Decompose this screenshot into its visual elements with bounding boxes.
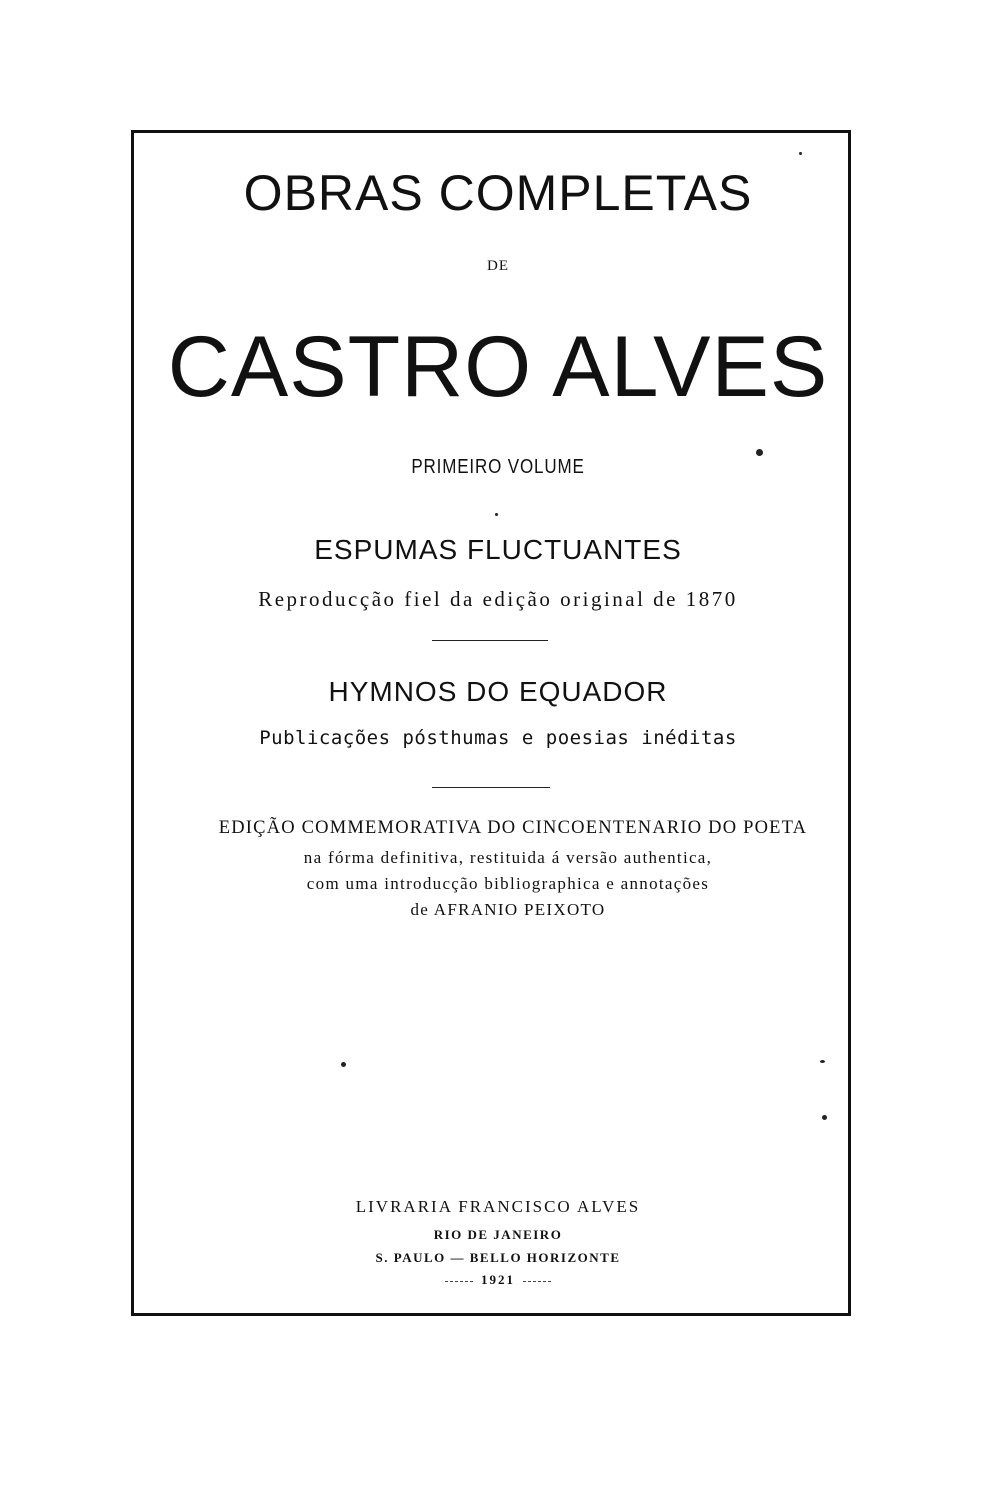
scan-speck bbox=[341, 1062, 346, 1067]
edition-statement: EDIÇÃO COMMEMORATIVA DO CINCOENTENARIO DO POETA bbox=[218, 818, 808, 838]
imprint-year-line bbox=[0, 1272, 996, 1288]
divider bbox=[432, 640, 548, 641]
publication-year: 1921 bbox=[481, 1272, 515, 1287]
page-border bbox=[131, 130, 851, 1316]
scan-speck bbox=[820, 1060, 825, 1063]
series-title: OBRAS COMPLETAS bbox=[243, 165, 753, 221]
author-name: CASTRO ALVES bbox=[167, 319, 829, 415]
edition-note: na fórma definitiva, restituida á versão authentica, bbox=[303, 848, 713, 867]
edition-editor: de AFRANIO PEIXOTO bbox=[410, 900, 606, 919]
scan-speck bbox=[756, 449, 763, 456]
year-dash bbox=[445, 1281, 473, 1282]
preposition: DE bbox=[487, 258, 509, 274]
edition-note: com uma introducção bibliographica e annotações bbox=[306, 874, 710, 893]
volume-label: PRIMEIRO VOLUME bbox=[411, 456, 585, 478]
work-title: ESPUMAS FLUCTUANTES bbox=[314, 534, 682, 565]
work-description: Publicações pósthumas e poesias inéditas bbox=[259, 727, 737, 749]
imprint-city: RIO DE JANEIRO bbox=[433, 1227, 563, 1242]
year-dash bbox=[523, 1281, 551, 1282]
publisher-name: LIVRARIA FRANCISCO ALVES bbox=[355, 1197, 641, 1216]
imprint-cities: S. PAULO — BELLO HORIZONTE bbox=[375, 1250, 621, 1265]
work-description: Reproducção fiel da edição original de 1870 bbox=[258, 587, 738, 611]
work-title: HYMNOS DO EQUADOR bbox=[328, 676, 668, 707]
divider bbox=[432, 787, 550, 788]
scan-speck bbox=[495, 513, 498, 516]
scan-speck bbox=[799, 152, 802, 155]
scan-speck bbox=[822, 1115, 827, 1120]
